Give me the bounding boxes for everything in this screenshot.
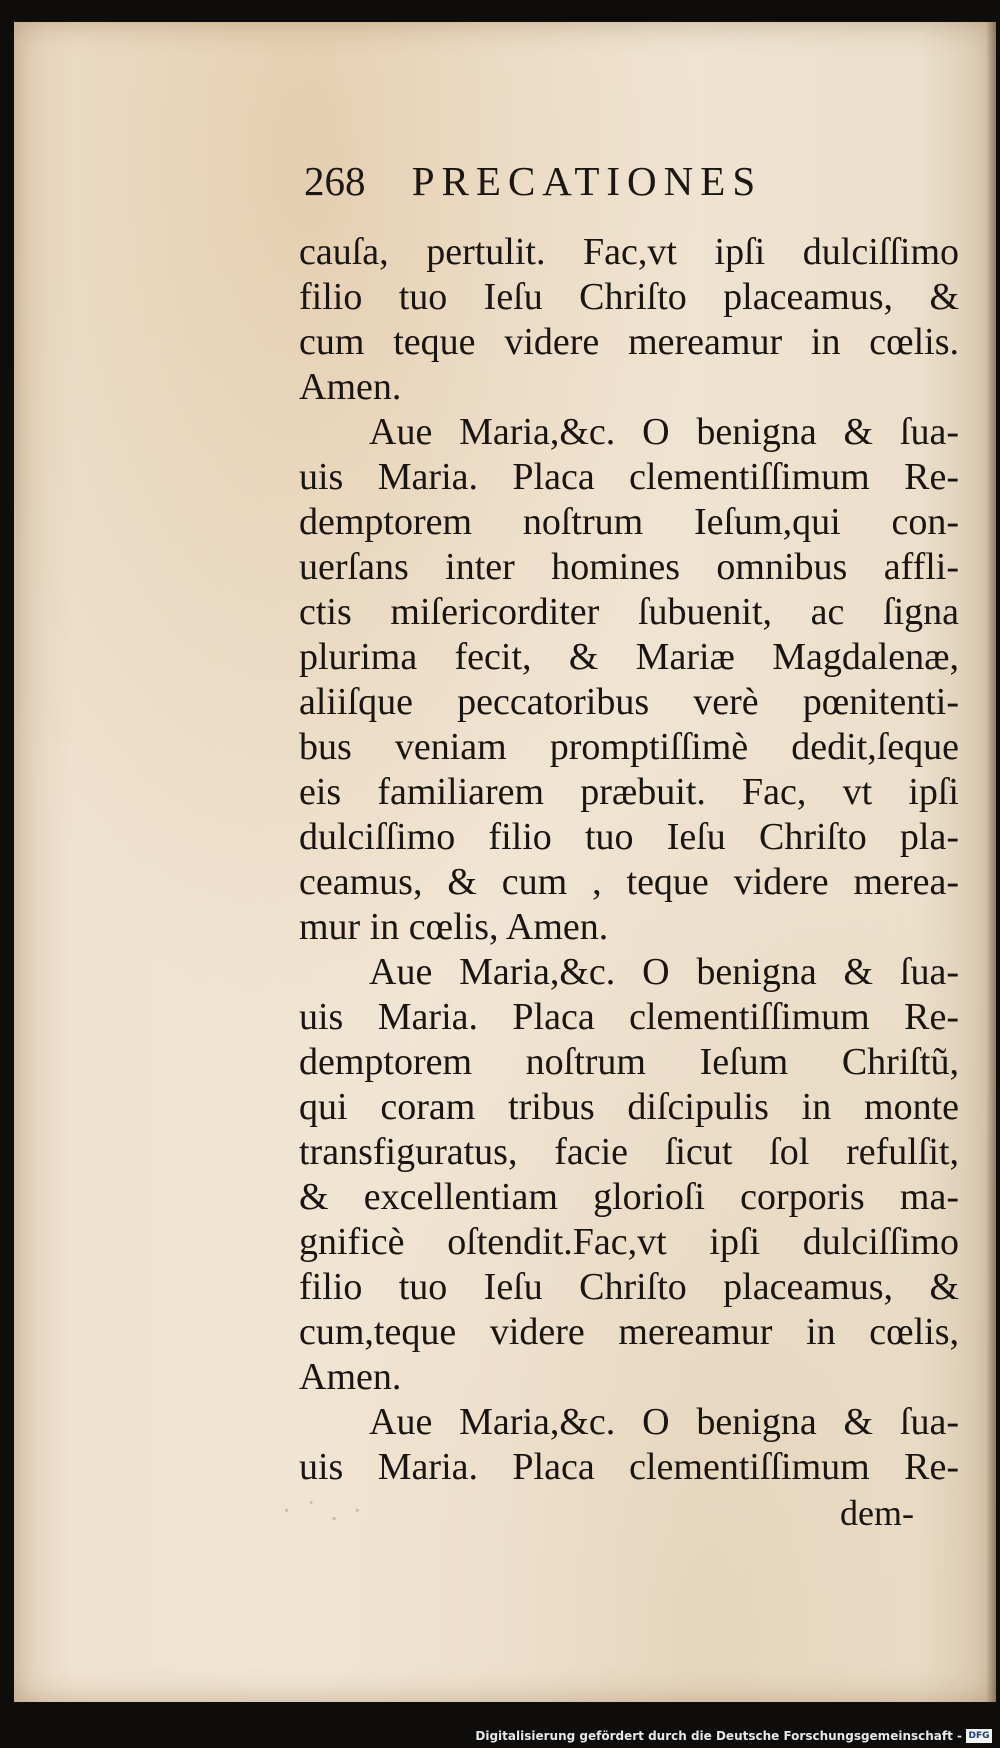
text-line: Aue Maria,&c. O benigna & ſua- [369, 411, 959, 453]
page-number: 268 [304, 158, 366, 204]
text-line: eis familiarem præbuit. Fac, vt ipſi [299, 771, 959, 813]
page-heading: PRECATIONES [411, 158, 763, 204]
footer-bar [0, 1722, 1000, 1748]
text-line: cauſa, pertulit. Fac,vt ipſi dulciſſimo [299, 231, 959, 273]
text-line: ctis miſericorditer ſubuenit, ac ſigna [299, 591, 959, 633]
text-line: cum teque videre mereamur in cœlis. [299, 321, 959, 363]
text-line: bus veniam promptiſſimè dedit,ſeque [299, 726, 959, 768]
text-line: filio tuo Ieſu Chriſto placeamus, & [299, 276, 959, 318]
text-line: demptorem noſtrum Ieſum,qui con- [299, 501, 959, 543]
body-text [299, 230, 959, 1490]
text-line: uis Maria. Placa clementiſſimum Re- [299, 996, 959, 1038]
text-line: ceamus, & cum , teque videre merea- [299, 861, 959, 903]
running-head [304, 157, 864, 217]
text-line: dulciſſimo filio tuo Ieſu Chriſto pla- [299, 816, 959, 858]
text-line: filio tuo Ieſu Chriſto placeamus, & [299, 1266, 959, 1308]
text-line: gnificè oſtendit.Fac,vt ipſi dulciſſimo [299, 1221, 959, 1263]
text-line: uis Maria. Placa clementiſſimum Re- [299, 456, 959, 498]
dfg-logo: DFG [966, 1729, 992, 1743]
bleed-through-marks: · ˙ . · [282, 1496, 366, 1527]
text-line: & excellentiam glorioſi corporis ma- [299, 1176, 959, 1218]
text-line: Aue Maria,&c. O benigna & ſua- [369, 1401, 959, 1443]
book-page [14, 22, 996, 1702]
catchword: dem- [840, 1493, 914, 1533]
text-line: Amen. [299, 366, 402, 408]
text-line: plurima fecit, & Mariæ Magdalenæ, [299, 636, 959, 678]
text-line: aliiſque peccatoribus verè pœnitenti- [299, 681, 959, 723]
text-line: Amen. [299, 1356, 402, 1398]
text-line: uis Maria. Placa clementiſſimum Re- [299, 1446, 959, 1488]
text-line: transfiguratus, facie ſicut ſol refulſit, [299, 1131, 959, 1173]
text-line: mur in cœlis, Amen. [299, 906, 609, 948]
text-line: cum,teque videre mereamur in cœlis, [299, 1311, 959, 1353]
text-line: Aue Maria,&c. O benigna & ſua- [369, 951, 959, 993]
text-line: qui coram tribus diſcipulis in monte [299, 1086, 959, 1128]
page-edge-shadow [986, 22, 996, 1702]
text-line: demptorem noſtrum Ieſum Chriſtũ, [299, 1041, 959, 1083]
text-line: uerſans inter homines omnibus affli- [299, 546, 959, 588]
funding-credit: Digitalisierung gefördert durch die Deutsche Forschungsgemeinschaft - [475, 1729, 962, 1743]
